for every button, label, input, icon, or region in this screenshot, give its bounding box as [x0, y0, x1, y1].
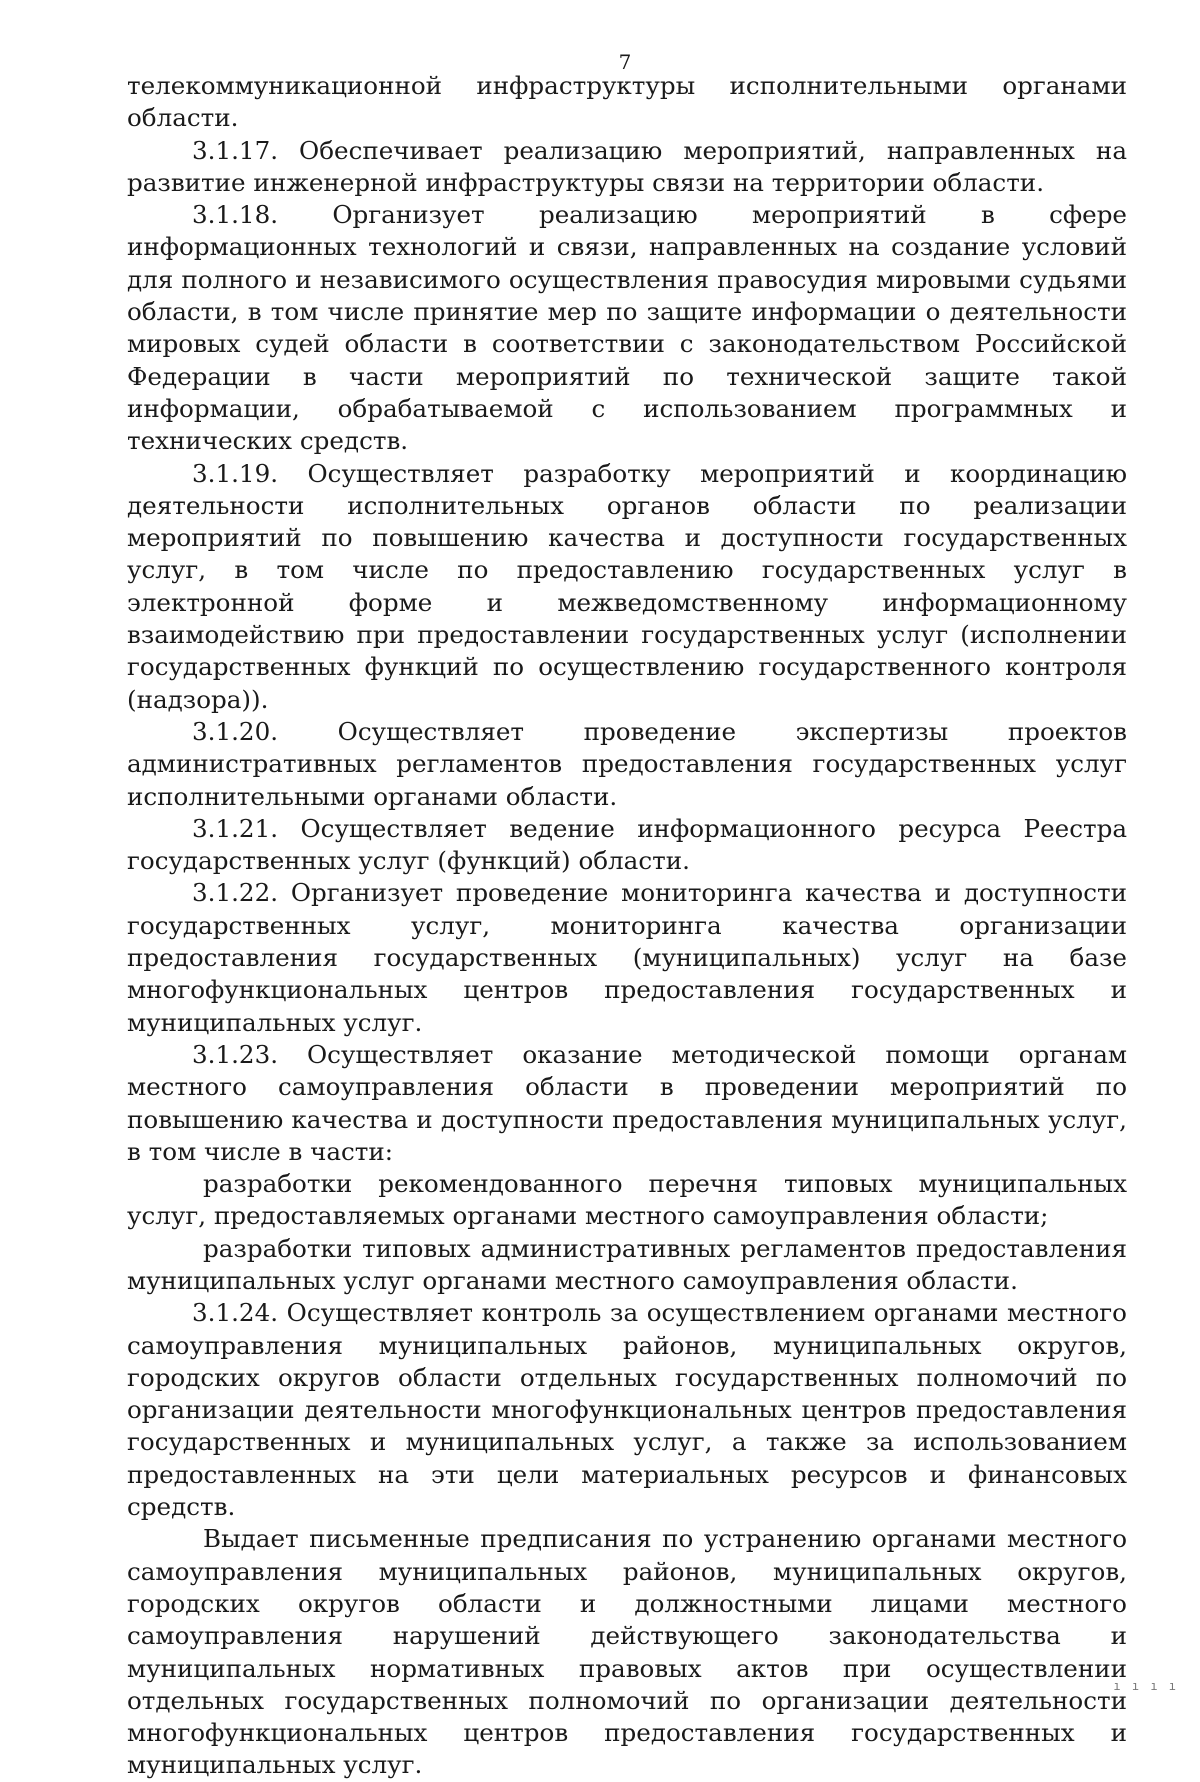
paragraph-3-1-23: 3.1.23. Осуществляет оказание методической помощи органам местного самоуправления области в проведении мероприятий по повышению качества и доступности предоставления муниципальных услуг, в том числе в части: [127, 1039, 1127, 1166]
scan-edge-marks: ı ı ı ı [1113, 1679, 1178, 1693]
list-item-typical-regulations: разработки типовых административных регламентов предоставления муниципальных услуг органами местного самоуправления области. [127, 1233, 1127, 1295]
page-number: 7 [618, 50, 632, 74]
paragraph-continuation: телекоммуникационной инфраструктуры исполнительными органами области. [127, 71, 1127, 133]
paragraph-3-1-19: 3.1.19. Осуществляет разработку мероприятий и координацию деятельности исполнительных органов области по реализации мероприятий по повышению качества и доступности государственных услуг, в том числе по предоставлению государственных услуг в электронной форме и межведомственному информационному взаимодействию при предоставлении государственных услуг (исполнении государственных функций по осуществлению государственного контроля (надзора)). [127, 458, 1127, 714]
paragraph-3-1-17: 3.1.17. Обеспечивает реализацию мероприятий, направленных на развитие инженерной инфраструктуры связи на территории области. [127, 135, 1127, 197]
paragraph-3-1-21: 3.1.21. Осуществляет ведение информационного ресурса Реестра государственных услуг (функций) области. [127, 813, 1127, 876]
paragraph-orders: Выдает письменные предписания по устранению органами местного самоуправления муниципальных районов, муниципальных округов, городских округов области и должностными лицами местного самоуправления нарушений действующего законодательства и муниципальных нормативных правовых актов при осуществлении отдельных государственных полномочий по организации деятельности многофункциональных центров предоставления государственных и муниципальных услуг. [127, 1524, 1127, 1780]
paragraph-3-1-22: 3.1.22. Организует проведение мониторинга качества и доступности государственных услуг, мониторинга качества организации предоставления государственных (муниципальных) услуг на базе многофункциональных центров предоставления государственных и муниципальных услуг. [127, 878, 1127, 1037]
paragraph-3-1-18: 3.1.18. Организует реализацию мероприятий в сфере информационных технологий и связи, направленных на создание условий для полного и независимого осуществления правосудия мировыми судьями области, в том числе принятие мер по защите информации о деятельности мировых судей области в соответствии с законодательством Российской Федерации в части мероприятий по технической защите такой информации, обрабатываемой с использованием программных и технических средств. [127, 200, 1127, 456]
document-body [127, 70, 1127, 1782]
paragraph-3-1-20: 3.1.20. Осуществляет проведение экспертизы проектов административных регламентов предоставления государственных услуг исполнительными органами области. [127, 716, 1127, 811]
paragraph-3-1-24: 3.1.24. Осуществляет контроль за осуществлением органами местного самоуправления муниципальных районов, муниципальных округов, городских округов области отдельных государственных полномочий по организации деятельности многофункциональных центров предоставления государственных и муниципальных услуг, а также за использованием предоставленных на эти цели материальных ресурсов и финансовых средств. [127, 1298, 1127, 1522]
list-item-recommended-list: разработки рекомендованного перечня типовых муниципальных услуг, предоставляемых органами местного самоуправления области; [127, 1169, 1127, 1231]
